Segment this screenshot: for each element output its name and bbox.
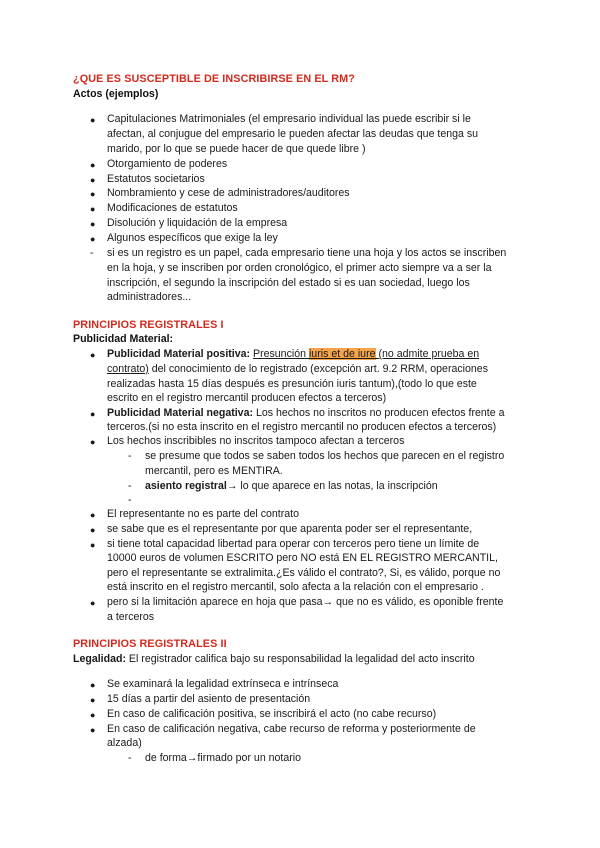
bullet-icon: ● [90,160,96,170]
list-item-cont: a terceros [107,611,155,623]
list-item-cont: marido, por lo que se puede hacer de que quede libre ) [107,143,366,155]
list-item-cont: terceros.(si no esta inscrito en el registro mercantil no producen efectos a terceros) [107,421,497,433]
list-item-cont: alzada) [107,737,142,749]
bullet-icon: ● [90,695,96,705]
list-item: En caso de calificación negativa, cabe recurso de reforma y posteriormente de [107,723,476,735]
list-item-publicidad-negativa [107,406,517,421]
text: Los hechos no inscritos no producen efectos frente a [253,407,505,419]
list-item-cont: está inscrito en el registro mercantil, solo afecta a la relación con el empresario . [107,581,484,593]
list-item-cont [107,362,517,377]
section-title-principios-2: PRINCIPIOS REGISTRALES II [73,638,227,650]
bullet-icon: ● [90,115,96,125]
underlined-text: (no admite prueba en [375,348,480,360]
list-item-cont: escrito en el registro mercantil producen efectos a terceros) [107,392,387,404]
list-item: Modificaciones de estatutos [107,202,238,214]
list-item: Capitulaciones Matrimoniales (el empresario individual las puede escribir si le [107,113,471,125]
list-item-cont: realizadas hasta 15 días después es presunción iuris tantum),(todo lo que este [107,378,477,390]
dash-item-cont: administradores... [107,291,192,303]
sub-item: se presume que todos se saben todos los hechos que parecen en el registro [145,450,505,462]
list-item: Disolución y liquidación de la empresa [107,217,288,229]
list-item: pero si la limitación aparece en hoja que pasa→ que no es válido, es oponible frente [107,596,504,608]
list-item: Estatutos societarios [107,173,205,185]
section-subtitle-publicidad: Publicidad Material: [73,333,174,345]
list-item-cont: 10000 euros de volumen ESCRITO pero NO está EN EL REGISTRO MERCANTIL, [107,552,498,564]
underlined-text: Presunción [253,348,309,360]
list-item-cont: afectan, al conjugue del empresario le pueden afectar las deudas que tenga su [107,128,479,140]
highlighted-text: iuris et de iure [308,348,376,360]
bullet-icon: ● [90,234,96,244]
legalidad-paragraph [73,652,533,667]
list-item: El representante no es parte del contrato [107,508,299,520]
term-label: asiento registral [145,480,227,492]
bullet-icon: ● [90,725,96,735]
dash-item: si es un registro es un papel, cada empresario tiene una hoja y los actos se inscriben [107,247,507,259]
bullet-icon: ● [90,437,96,447]
bullet-icon: ● [90,175,96,185]
term-label: Publicidad Material positiva: [107,348,251,360]
list-item-publicidad-positiva [107,347,517,362]
text: → lo que aparece en las notas, la inscripción [226,480,438,492]
dash-icon: - [128,752,132,764]
list-item: Se examinará la legalidad extrínseca e intrínseca [107,678,339,690]
list-item: si tiene total capacidad libertad para operar con terceros pero tiene un límite de [107,538,480,550]
list-item: Algunos específicos que exige la ley [107,232,278,244]
list-item-cont: pero el representante se extralimita.¿Es válido el contrato?, Si, es válido, porque no [107,567,501,579]
section-subtitle-actos: Actos (ejemplos) [73,88,159,100]
sub-item-asiento [145,479,517,494]
dash-icon: - [128,480,132,492]
sub-item-cont: mercantil, pero es MENTIRA. [145,465,283,477]
section-title-rm: ¿QUE ES SUSCEPTIBLE DE INSCRIBIRSE EN EL RM? [73,73,355,85]
text: El registrador califica bajo su responsabilidad la legalidad del acto inscrito [125,653,475,665]
dash-icon: - [90,247,94,259]
list-item: Otorgamiento de poderes [107,158,228,170]
dash-icon: - [128,494,132,506]
bullet-icon: ● [90,710,96,720]
bullet-icon: ● [90,219,96,229]
list-item: Los hechos inscribibles no inscritos tampoco afectan a terceros [107,435,405,447]
dash-item-cont: inscripción, el segundo la inscripción del estado si es uan sociedad, luego los [107,277,470,289]
bullet-icon: ● [90,350,96,360]
sub-item: de forma→firmado por un notario [145,752,302,764]
underlined-text: contrato) [107,363,149,375]
section-title-principios-1: PRINCIPIOS REGISTRALES I [73,319,224,331]
bullet-icon: ● [90,525,96,535]
list-item: Nombramiento y cese de administradores/auditores [107,187,350,199]
bullet-icon: ● [90,409,96,419]
bullet-icon: ● [90,204,96,214]
term-label: Publicidad Material negativa: [107,407,253,419]
bullet-icon: ● [90,189,96,199]
bullet-icon: ● [90,540,96,550]
bullet-icon: ● [90,680,96,690]
term-label: Legalidad: [73,653,126,665]
dash-icon: - [128,450,132,462]
bullet-icon: ● [90,598,96,608]
text: del conocimiento de lo registrado (excepción art. 9.2 RRM, operaciones [148,363,488,375]
list-item: 15 días a partir del asiento de presentación [107,693,311,705]
bullet-icon: ● [90,510,96,520]
dash-item-cont: en la hoja, y se inscriben por orden cronológico, el primer acto siempre va a ser la [107,262,492,274]
list-item: se sabe que es el representante por que aparenta poder ser el representante, [107,523,473,535]
list-item: En caso de calificación positiva, se inscribirá el acto (no cabe recurso) [107,708,437,720]
